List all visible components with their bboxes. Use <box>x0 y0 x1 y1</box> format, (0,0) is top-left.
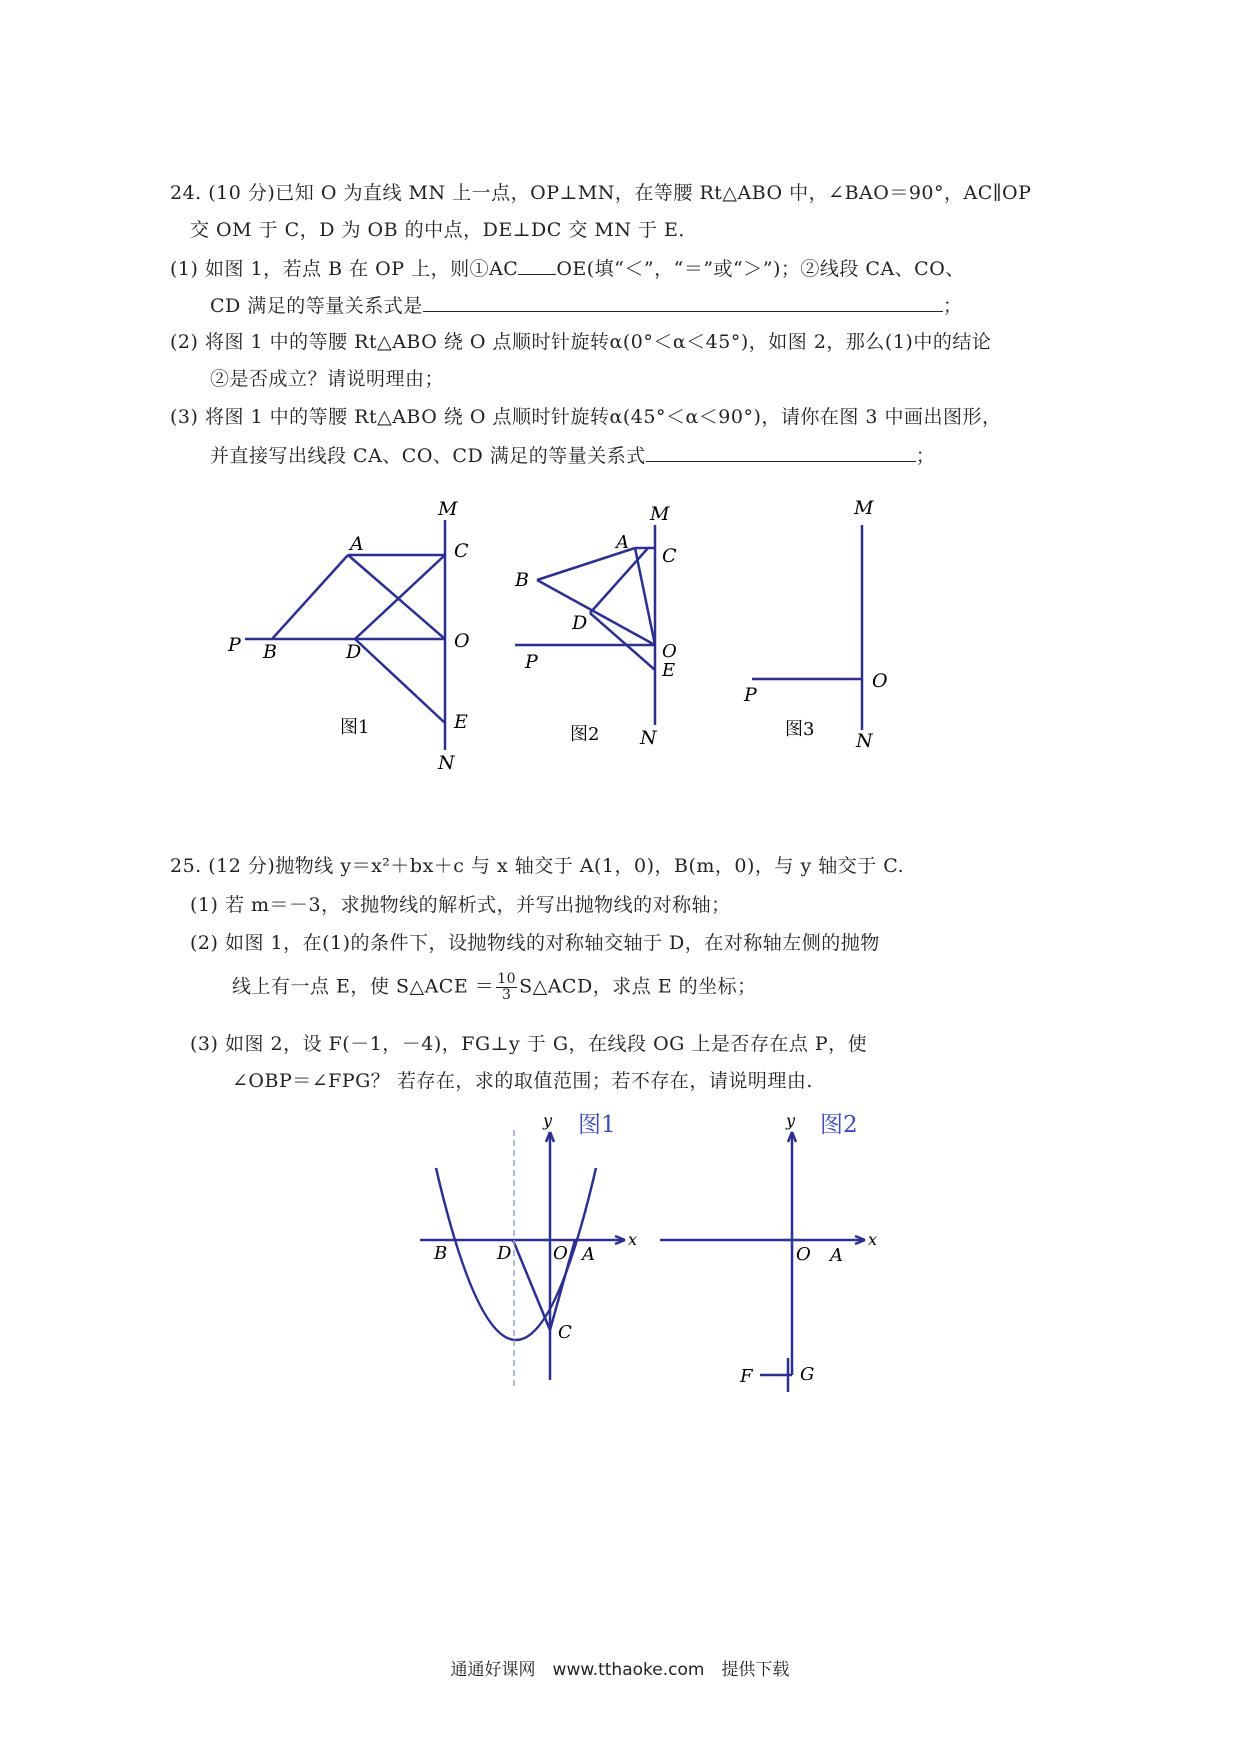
fig2-label-n: N <box>640 727 657 749</box>
q24-part3-end: ； <box>915 445 936 467</box>
q25-fig2-label-g: G <box>800 1364 815 1385</box>
q25-fig1-label-b: B <box>434 1243 448 1264</box>
fig2-label-e: E <box>662 660 676 681</box>
fraction-10-3 <box>496 972 517 1003</box>
q24-part3-relation-label: 并直接写出线段 CA、CO、CD 满足的等量关系式 <box>210 445 646 467</box>
blank-relation-1 <box>423 291 943 312</box>
fig3-label-n: N <box>856 730 873 752</box>
q25-line1: 25. (12 分)抛物线 y＝x²＋bx＋c 与 x 轴交于 A(1，0)，B(m，0)，与 y 轴交于 C. <box>170 855 905 877</box>
fig1-label-d: D <box>346 641 362 663</box>
q25-fig2-caption: 图2 <box>820 1112 858 1138</box>
q25-fig1-label-d: D <box>497 1243 512 1264</box>
q25-figure-1 <box>410 1110 650 1400</box>
fraction-numerator: 10 <box>497 971 517 987</box>
q25-part2-line2 <box>232 972 757 1003</box>
fig2-label-c: C <box>662 545 677 567</box>
fig2-label-d: D <box>572 612 588 634</box>
q25-figure-2 <box>650 1110 900 1400</box>
fig1-label-o: O <box>454 630 470 652</box>
q24-figure-3 <box>740 495 900 755</box>
q25-part3-line1: (3) 如图 2，设 F(－1，－4)，FG⊥y 于 G，在线段 OG 上是否存在点 P，使 <box>190 1033 868 1055</box>
q24-part1-prefix: (1) 如图 1，若点 B 在 OP 上，则①AC <box>170 258 519 280</box>
page-footer: 通通好课网 www.tthaoke.com 提供下载 <box>450 1660 790 1680</box>
q24-part1-suffix: OE(填“＜”，“＝”或“＞”)；②线段 CA、CO、 <box>556 258 965 280</box>
q25-part2-line1: (2) 如图 1，在(1)的条件下，设抛物线的对称轴交轴于 D，在对称轴左侧的抛物 <box>190 932 880 954</box>
q25-fig1-label-y: y <box>543 1111 553 1130</box>
q25-part2-suffix: S△ACD，求点 E 的坐标； <box>519 975 757 998</box>
blank-ac-oe <box>518 254 556 275</box>
fig1-label-c: C <box>454 540 469 562</box>
q24-figure-1 <box>220 495 480 780</box>
q24-line1: 24. (10 分)已知 O 为直线 MN 上一点，OP⊥MN，在等腰 Rt△ABO 中，∠BAO＝90°，AC∥OP <box>170 182 1032 204</box>
q24-part2-line2: ②是否成立？请说明理由； <box>210 368 445 390</box>
q24-part1-line2 <box>210 291 962 319</box>
q24-part1-relation-label: CD 满足的等量关系式是 <box>210 295 423 317</box>
q25-fig1-label-c: C <box>558 1322 572 1343</box>
fig1-label-n: N <box>438 752 455 774</box>
q25-fig2-label-a: A <box>830 1245 843 1266</box>
blank-relation-3 <box>646 441 916 462</box>
q25-fig2-label-x: x <box>868 1230 878 1249</box>
fig1-label-e: E <box>454 711 468 733</box>
fig3-caption: 图3 <box>785 719 815 740</box>
q25-fig2-label-o: O <box>796 1244 811 1265</box>
fig1-label-m: M <box>438 498 458 520</box>
fig1-label-b: B <box>263 641 277 663</box>
q24-part3-line2 <box>210 441 935 469</box>
q24-part1-end: ； <box>942 295 963 317</box>
fig3-label-p: P <box>744 684 757 706</box>
q25-fig1-label-a: A <box>582 1244 595 1265</box>
q25-fig2-label-f: F <box>740 1366 753 1387</box>
q24-part2-line1: (2) 将图 1 中的等腰 Rt△ABO 绕 O 点顺时针旋转α(0°＜α＜45°)，如图 2，那么(1)中的结论 <box>170 331 992 353</box>
fig2-label-m: M <box>650 503 670 525</box>
q25-fig1-label-o: O <box>553 1243 568 1264</box>
fig2-label-a: A <box>616 532 629 553</box>
fig2-label-b: B <box>515 569 529 591</box>
fig2-label-o: O <box>662 641 677 662</box>
fig2-caption: 图2 <box>570 724 600 745</box>
q24-figure-2 <box>510 500 710 750</box>
q25-fig1-label-x: x <box>628 1230 638 1249</box>
q25-fig1-caption: 图1 <box>578 1112 616 1138</box>
fraction-denominator: 3 <box>501 987 512 1003</box>
q24-part3-line1: (3) 将图 1 中的等腰 Rt△ABO 绕 O 点顺时针旋转α(45°＜α＜90°)，请你在图 3 中画出图形， <box>170 406 1002 428</box>
fig1-label-a: A <box>350 533 364 555</box>
q25-part1: (1) 若 m＝－3，求抛物线的解析式，并写出抛物线的对称轴； <box>190 894 731 916</box>
fig3-label-o: O <box>872 670 888 692</box>
q25-fig2-label-y: y <box>786 1111 796 1130</box>
fig1-label-p: P <box>228 634 241 656</box>
fig2-label-p: P <box>525 651 538 673</box>
q24-line2: 交 OM 于 C，D 为 OB 的中点，DE⊥DC 交 MN 于 E． <box>190 219 698 241</box>
q24-part1-line1 <box>170 254 965 282</box>
fig3-label-m: M <box>854 497 874 519</box>
q25-part3-line2: ∠OBP＝∠FPG？ 若存在，求的取值范围；若不存在，请说明理由. <box>232 1070 813 1092</box>
q25-part2-prefix: 线上有一点 E，使 S△ACE ＝ <box>232 975 495 998</box>
fig1-caption: 图1 <box>340 717 370 738</box>
